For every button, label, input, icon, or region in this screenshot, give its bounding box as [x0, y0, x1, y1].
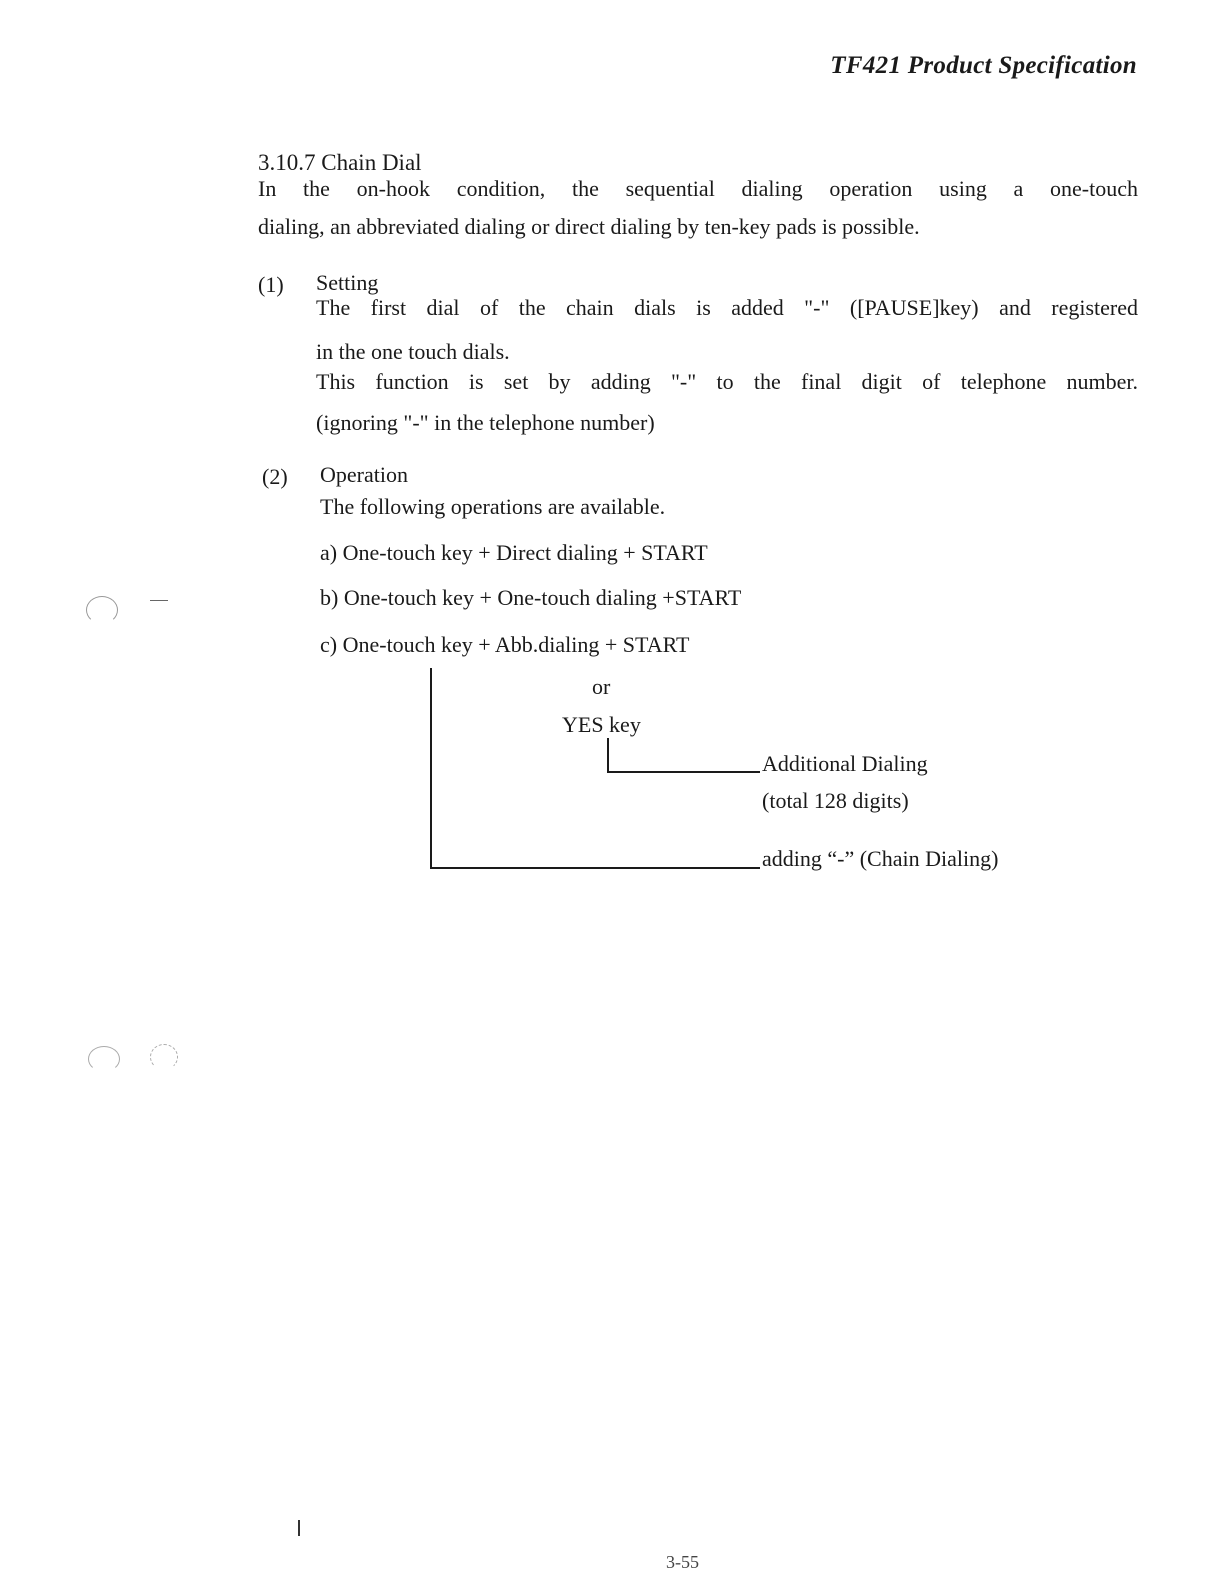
or-label: or	[592, 674, 611, 699]
operation-line-1: The following operations are available.	[320, 494, 666, 519]
item-number-operation: (2)	[262, 464, 288, 489]
document-header-title: TF421 Product Specification	[830, 52, 1137, 79]
additional-dialing-label: Additional Dialing	[762, 751, 928, 776]
outer-vertical-line	[430, 668, 432, 868]
chain-horizontal-line	[430, 867, 760, 869]
additional-horizontal-line	[607, 771, 760, 773]
operation-b: b) One-touch key + One-touch dialing +START	[320, 585, 742, 610]
scan-artifact-mark	[150, 1044, 178, 1070]
setting-line-3: This function is set by adding "-" to the final digit of telephone number.	[316, 369, 1138, 394]
chain-dialing-label: adding “-” (Chain Dialing)	[762, 846, 999, 871]
scan-artifact-mark	[150, 600, 168, 601]
section-heading: 3.10.7 Chain Dial	[258, 150, 422, 175]
scan-artifact-mark	[88, 1046, 120, 1072]
operation-a: a) One-touch key + Direct dialing + START	[320, 540, 708, 565]
additional-dialing-sublabel: (total 128 digits)	[762, 788, 909, 813]
item-number-setting: (1)	[258, 272, 284, 297]
page-number: 3-55	[666, 1552, 699, 1572]
item-title-operation: Operation	[320, 462, 408, 487]
setting-line-1: The first dial of the chain dials is added "-" ([PAUSE]key) and registered	[316, 295, 1138, 320]
scan-artifact-mark	[86, 596, 118, 624]
intro-line-1: In the on-hook condition, the sequential dialing operation using a one-touch	[258, 176, 1138, 201]
setting-line-4: (ignoring "-" in the telephone number)	[316, 410, 655, 435]
intro-line-2: dialing, an abbreviated dialing or direct dialing by ten-key pads is possible.	[258, 214, 920, 239]
operation-c: c) One-touch key + Abb.dialing + START	[320, 632, 690, 657]
setting-line-2: in the one touch dials.	[316, 339, 510, 364]
scan-artifact-mark	[298, 1520, 300, 1536]
item-title-setting: Setting	[316, 270, 379, 295]
yes-key-label: YES key	[562, 712, 641, 737]
yes-vertical-line	[607, 738, 609, 773]
